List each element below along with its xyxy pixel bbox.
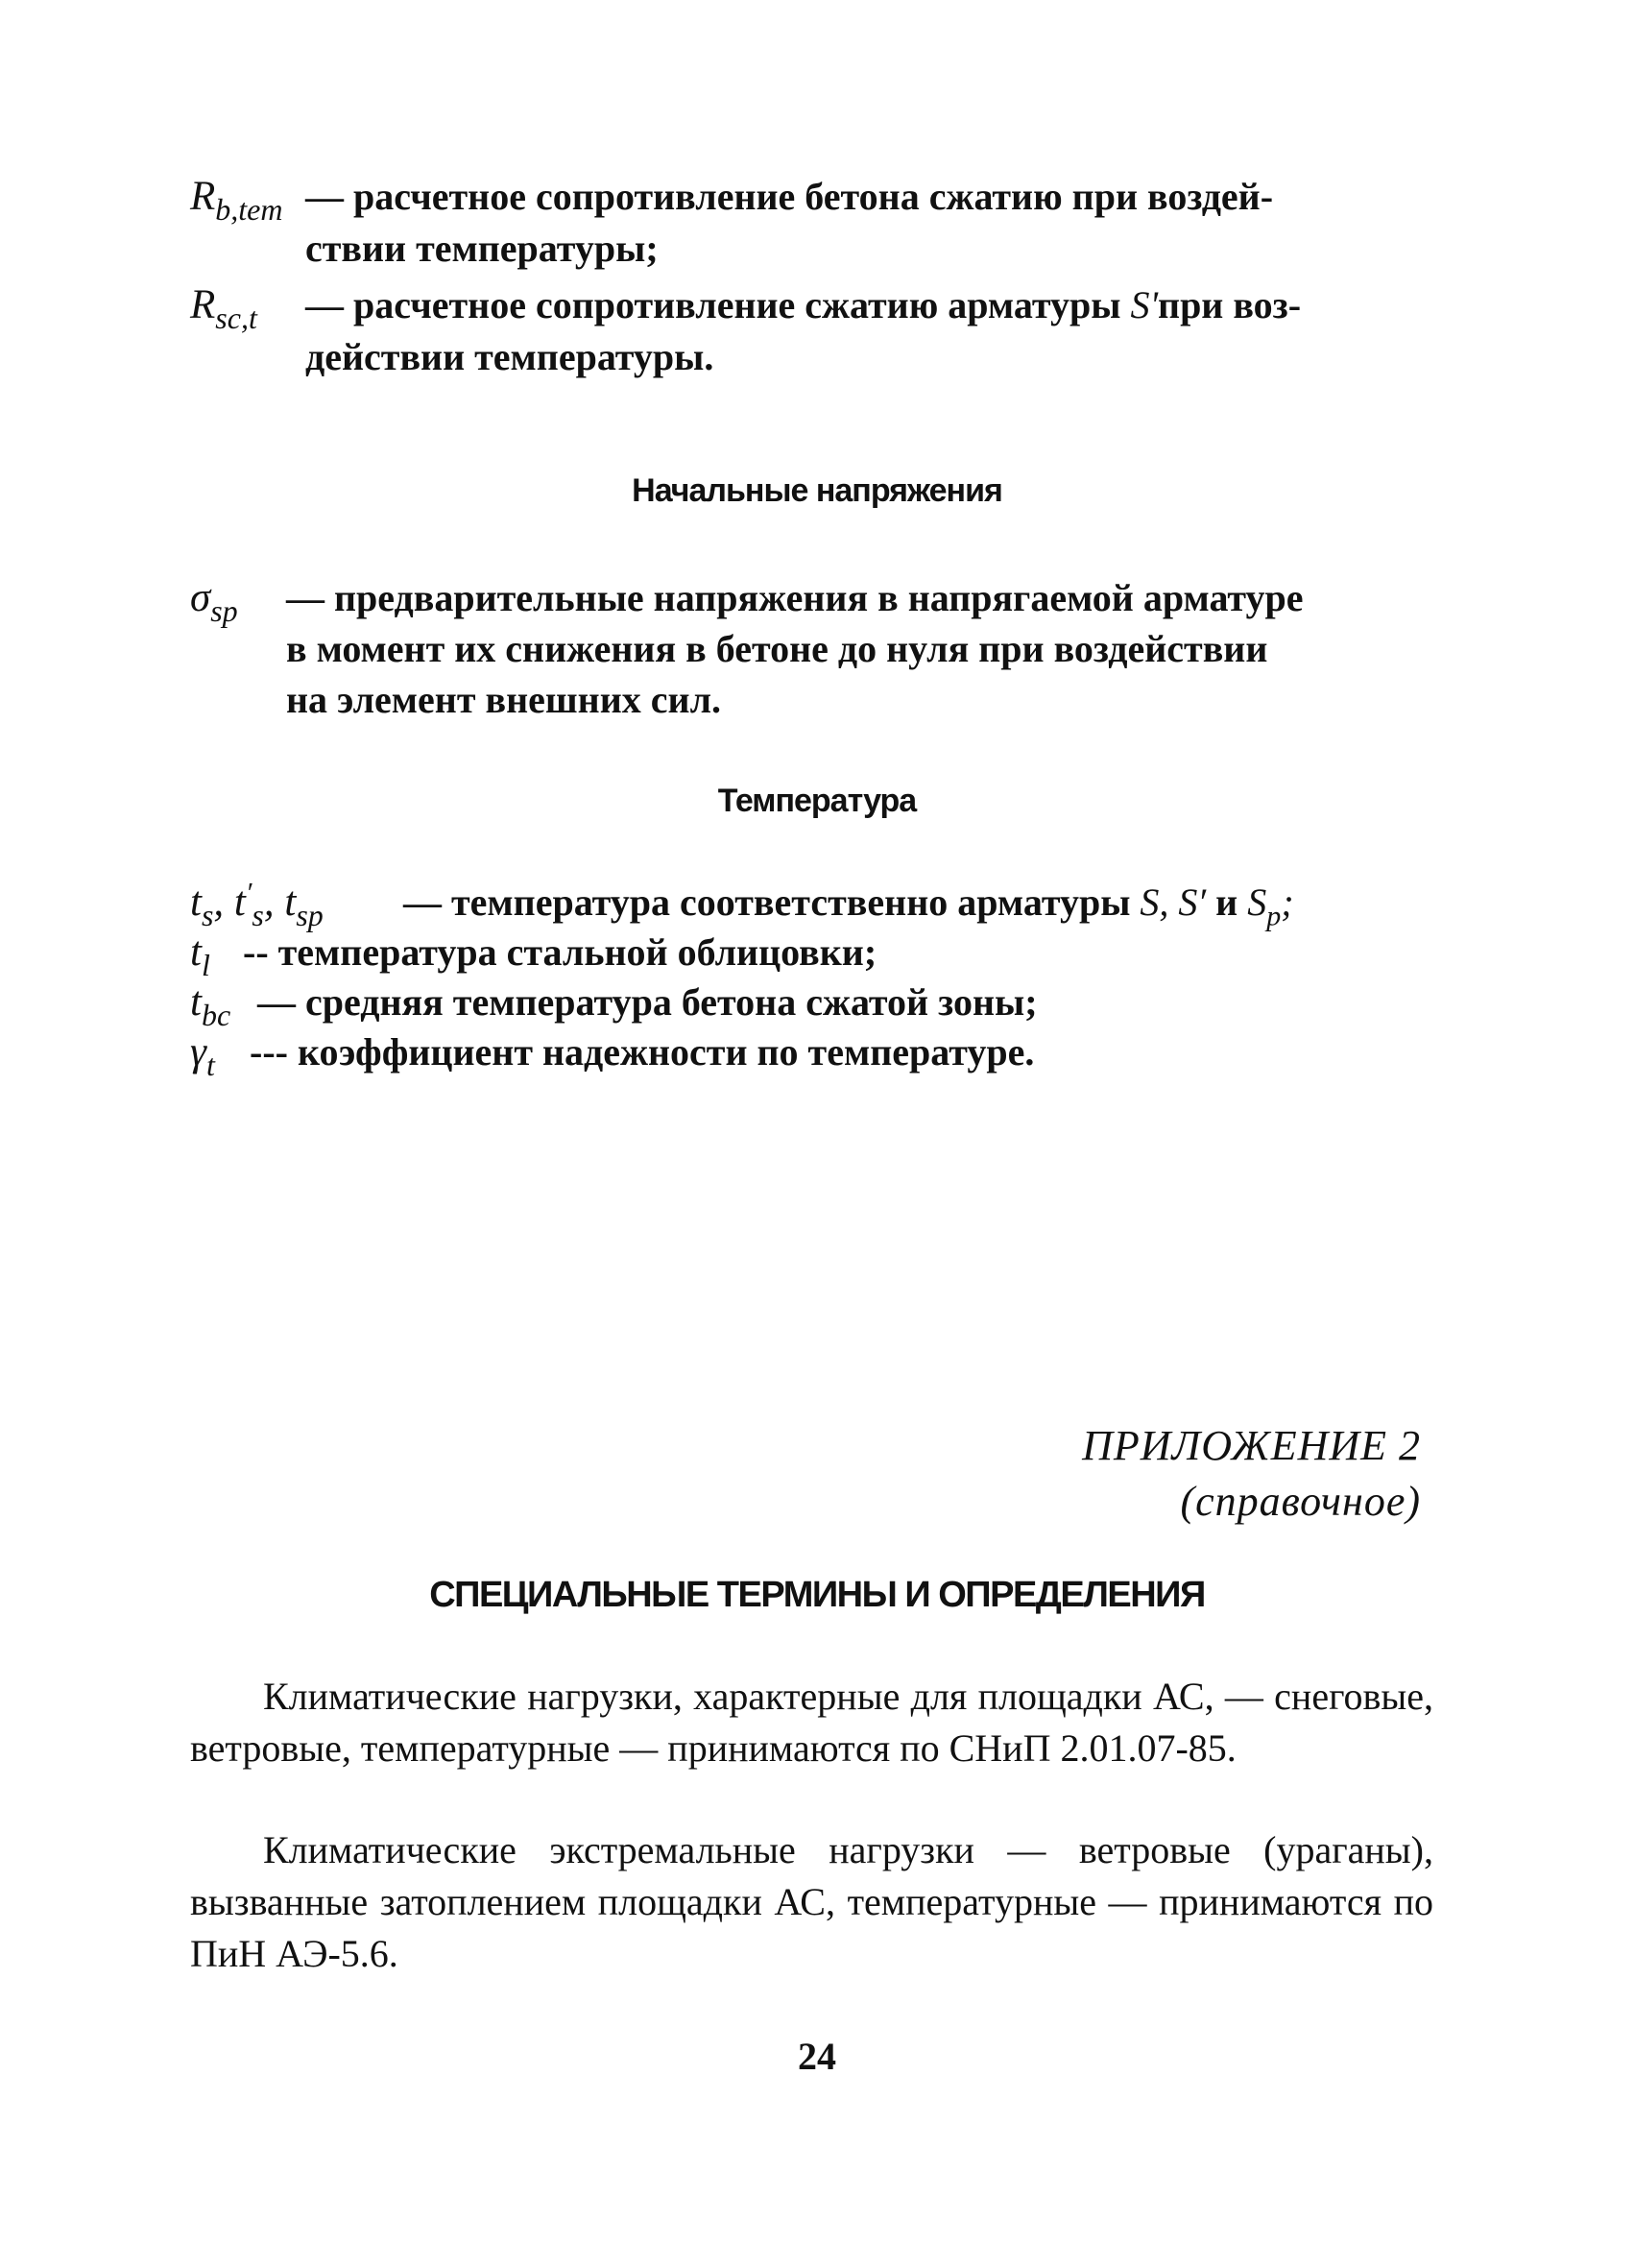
definition-text-line: — расчетное сопротивление бетона сжатию при воздей-	[305, 175, 1274, 218]
definition-gamma-t	[190, 1026, 1438, 1083]
symbol-rsc-t: $R_{sc,t}$	[190, 282, 257, 336]
symbol-tl: $t_l$	[190, 929, 210, 983]
definition-sigma-sp	[190, 572, 1438, 725]
paragraph-climatic-loads: Климатические нагрузки, характерные для площадки АС, — снеговые, ветровые, температурные — принимаются по СНиП 2.01.07-85.	[190, 1675, 1433, 1770]
symbol-sigma-sp: $\sigma_{sp}$	[190, 575, 238, 629]
definition-text-line: на элемент внешних сил.	[286, 678, 722, 721]
page-number: 24	[798, 2035, 836, 2078]
symbol-rb-tem: $R_{b,tem}$	[190, 174, 283, 228]
definition-tbc	[190, 977, 1438, 1033]
definitions-temperature	[190, 877, 1438, 1083]
symbol-ts-tsp: $t_s$, $t'_s$, $t_{sp}$	[190, 877, 324, 933]
paragraph-extreme-loads: Климатические экстремальные нагрузки — ветровые (ураганы), вызванные затоплением площадки АС, температурные — принимаются по ПиН АЭ-5.6.	[190, 1828, 1433, 1975]
definition-tl	[190, 927, 1438, 983]
definition-ts-tsp: $t_s$, $t'_s$, $t_{sp}$ — температура соответственно арматуры S, S′ и $S_p$;	[190, 877, 1294, 933]
definition-text-line: — предварительные напряжения в напрягаемой арматуре	[286, 576, 1304, 619]
definition-text-line: — температура соответственно арматуры	[403, 881, 1141, 924]
symbol-tbc: $t_{bc}$	[190, 979, 231, 1033]
section-heading-temperature: Температура	[717, 783, 917, 819]
section-heading-initial-stresses: Начальные напряжения	[632, 472, 1002, 509]
appendix-title: ПРИЛОЖЕНИЕ 2	[1082, 1422, 1421, 1469]
definition-rsc-t	[190, 279, 1438, 383]
symbol-gamma-t: $\gamma_t$	[190, 1029, 215, 1083]
definition-text-line: — расчетное сопротивление сжатию арматуры	[305, 283, 1131, 326]
definition-text-line: ствии температуры;	[305, 227, 659, 270]
variable-s: S	[1140, 881, 1160, 924]
definition-text-line: -- температура стальной облицовки;	[243, 930, 877, 974]
definitions-resistance	[190, 171, 1438, 388]
variable-s-prime: S'	[1130, 283, 1159, 326]
section-heading-terms: СПЕЦИАЛЬНЫЕ ТЕРМИНЫ И ОПРЕДЕЛЕНИЯ	[429, 1575, 1205, 1615]
definition-text-line: в момент их снижения в бетоне до нуля при воздействии	[286, 627, 1268, 670]
definition-text-line: — средняя температура бетона сжатой зоны;	[257, 980, 1038, 1024]
definition-text-line: при воз-	[1158, 283, 1302, 326]
appendix-subtitle: (справочное)	[1180, 1478, 1421, 1525]
definition-rb-tem	[190, 171, 1438, 275]
variable-sp: $S_p$	[1247, 881, 1282, 932]
definition-text-line: действии температуры.	[305, 335, 714, 378]
variable-s-prime: S′	[1178, 881, 1207, 924]
definition-text-line: --- коэффициент надежности по температуре.	[250, 1030, 1035, 1074]
definitions-prestress	[190, 572, 1438, 725]
